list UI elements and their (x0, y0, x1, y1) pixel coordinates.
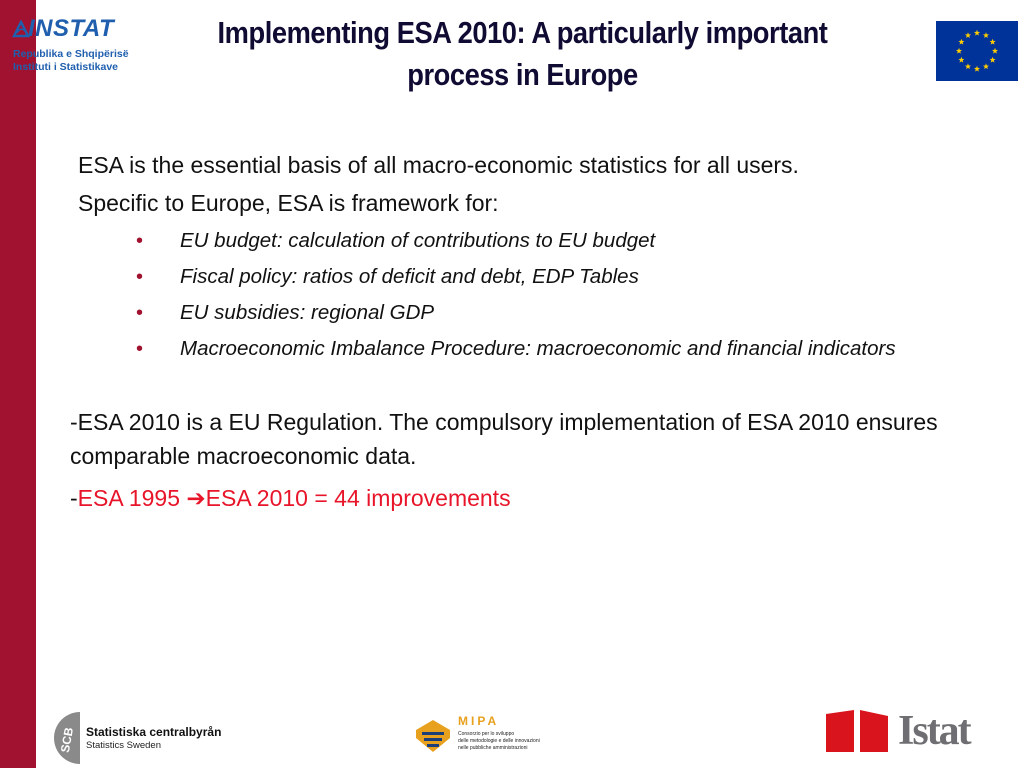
improvements-paragraph (70, 481, 1000, 515)
bullet-dot-icon: • (136, 230, 144, 252)
improvements-highlight: ESA 1995 ➔ESA 2010 = 44 improvements (77, 485, 511, 511)
bullet-item (136, 226, 996, 256)
improvements-prefix: - (70, 485, 78, 511)
left-decorative-bar (0, 0, 36, 768)
intro-line-1: ESA is the essential basis of all macro-economic statistics for all users. (78, 152, 799, 178)
mipa-logo-subtitle-1: Consorzio per lo sviluppo (458, 731, 515, 737)
bullet-item (136, 334, 996, 364)
instat-logo (8, 15, 129, 76)
mipa-logo (412, 712, 542, 760)
intro-line-2: Specific to Europe, ESA is framework for: (78, 190, 499, 216)
slide-title: Implementing ESA 2010: A particularly important process in Europe (217, 15, 828, 92)
mipa-logo-subtitle-2: delle metodologie e delle innovazioni (458, 738, 540, 744)
istat-logo-icon (826, 708, 890, 754)
scb-logo-subtitle: Statistics Sweden (86, 740, 161, 751)
svg-text:SCB: SCB (57, 726, 77, 754)
bullet-text: EU subsidies: regional GDP (180, 301, 435, 324)
bullet-text: EU budget: calculation of contributions to EU budget (180, 229, 656, 252)
framework-bullet-list (136, 226, 996, 370)
instat-logo-name: INSTAT (28, 15, 115, 42)
bullet-item (136, 262, 996, 292)
eu-flag-icon (936, 21, 1018, 81)
bullet-dot-icon: • (136, 302, 144, 324)
mipa-logo-icon (412, 716, 454, 756)
istat-logo-name: Istat (898, 708, 970, 754)
scb-logo (50, 712, 240, 764)
instat-logo-subtitle-2: Instituti i Statistikave (13, 61, 119, 73)
bullet-text: Fiscal policy: ratios of deficit and debt, EDP Tables (180, 265, 639, 288)
mipa-logo-name: MIPA (458, 714, 500, 728)
mipa-logo-subtitle-3: nelle pubbliche amministrazioni (458, 745, 528, 751)
bullet-item (136, 298, 996, 328)
istat-logo (826, 708, 976, 754)
bullet-dot-icon: • (136, 338, 144, 360)
bullet-dot-icon: • (136, 266, 144, 288)
regulation-paragraph: -ESA 2010 is a EU Regulation. The compulsory implementation of ESA 2010 ensures comparable macroeconomic data. (70, 409, 938, 469)
scb-logo-name: Statistiska centralbyrån (86, 725, 222, 739)
bullet-text: Macroeconomic Imbalance Procedure: macroeconomic and financial indicators (180, 337, 896, 360)
scb-logo-icon (50, 712, 80, 764)
instat-logo-subtitle-1: Republika e Shqipërisë (13, 48, 129, 60)
